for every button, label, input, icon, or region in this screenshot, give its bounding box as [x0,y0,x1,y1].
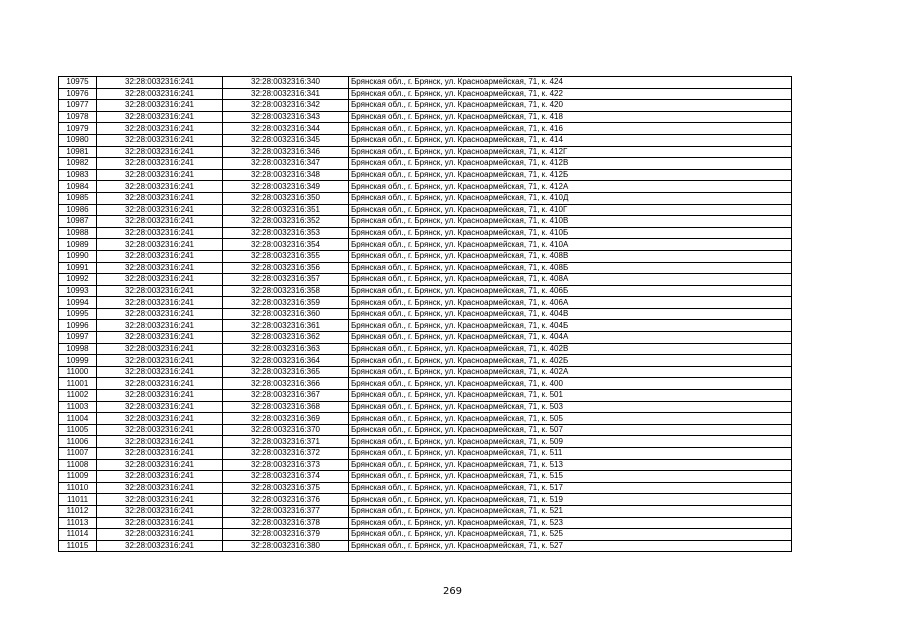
table-row [59,262,792,274]
table-row [59,123,792,135]
table-row [59,448,792,460]
cadastral-number: 32:28:0032316:367 [223,390,349,402]
row-number: 11001 [59,378,97,390]
cadastral-number: 32:28:0032316:380 [223,540,349,552]
parent-cadastral-number: 32:28:0032316:241 [97,517,223,529]
address: Брянская обл., г. Брянск, ул. Красноармейская, 71, к. 406Б [349,285,792,297]
cadastral-number: 32:28:0032316:345 [223,134,349,146]
row-number: 11010 [59,482,97,494]
table-row [59,239,792,251]
address: Брянская обл., г. Брянск, ул. Красноармейская, 71, к. 408А [349,274,792,286]
table-row [59,332,792,344]
cadastral-number: 32:28:0032316:368 [223,401,349,413]
row-number: 10978 [59,111,97,123]
row-number: 10987 [59,216,97,228]
address: Брянская обл., г. Брянск, ул. Красноармейская, 71, к. 410Б [349,227,792,239]
table-row [59,274,792,286]
row-number: 11011 [59,494,97,506]
row-number: 10983 [59,169,97,181]
table-row [59,355,792,367]
address: Брянская обл., г. Брянск, ул. Красноармейская, 71, к. 513 [349,459,792,471]
address: Брянская обл., г. Брянск, ул. Красноармейская, 71, к. 505 [349,413,792,425]
address: Брянская обл., г. Брянск, ул. Красноармейская, 71, к. 404А [349,332,792,344]
row-number: 10989 [59,239,97,251]
row-number: 11008 [59,459,97,471]
parent-cadastral-number: 32:28:0032316:241 [97,505,223,517]
page-number: 269 [442,586,463,597]
row-number: 10976 [59,88,97,100]
address: Брянская обл., г. Брянск, ул. Красноармейская, 71, к. 416 [349,123,792,135]
address: Брянская обл., г. Брянск, ул. Красноармейская, 71, к. 412Б [349,169,792,181]
cadastral-number: 32:28:0032316:343 [223,111,349,123]
address: Брянская обл., г. Брянск, ул. Красноармейская, 71, к. 507 [349,424,792,436]
table-row [59,146,792,158]
parent-cadastral-number: 32:28:0032316:241 [97,320,223,332]
address: Брянская обл., г. Брянск, ул. Красноармейская, 71, к. 422 [349,88,792,100]
parent-cadastral-number: 32:28:0032316:241 [97,227,223,239]
row-number: 10985 [59,192,97,204]
address: Брянская обл., г. Брянск, ул. Красноармейская, 71, к. 519 [349,494,792,506]
cadastral-number: 32:28:0032316:363 [223,343,349,355]
cadastral-number: 32:28:0032316:364 [223,355,349,367]
row-number: 10999 [59,355,97,367]
parent-cadastral-number: 32:28:0032316:241 [97,448,223,460]
table-row [59,111,792,123]
cadastral-number: 32:28:0032316:371 [223,436,349,448]
parent-cadastral-number: 32:28:0032316:241 [97,459,223,471]
address: Брянская обл., г. Брянск, ул. Красноармейская, 71, к. 408В [349,250,792,262]
address: Брянская обл., г. Брянск, ул. Красноармейская, 71, к. 517 [349,482,792,494]
row-number: 10994 [59,297,97,309]
cadastral-number: 32:28:0032316:370 [223,424,349,436]
row-number: 11007 [59,448,97,460]
table-row [59,308,792,320]
table-row [59,297,792,309]
table-row [59,181,792,193]
cadastral-number: 32:28:0032316:352 [223,216,349,228]
table-row [59,540,792,552]
cadastral-table-body [59,77,792,552]
parent-cadastral-number: 32:28:0032316:241 [97,366,223,378]
parent-cadastral-number: 32:28:0032316:241 [97,134,223,146]
address: Брянская обл., г. Брянск, ул. Красноармейская, 71, к. 400 [349,378,792,390]
row-number: 11012 [59,505,97,517]
address: Брянская обл., г. Брянск, ул. Красноармейская, 71, к. 408Б [349,262,792,274]
table-row [59,343,792,355]
cadastral-number: 32:28:0032316:340 [223,77,349,89]
parent-cadastral-number: 32:28:0032316:241 [97,436,223,448]
address: Брянская обл., г. Брянск, ул. Красноармейская, 71, к. 410В [349,216,792,228]
parent-cadastral-number: 32:28:0032316:241 [97,308,223,320]
cadastral-number: 32:28:0032316:344 [223,123,349,135]
row-number: 11002 [59,390,97,402]
address: Брянская обл., г. Брянск, ул. Красноармейская, 71, к. 402А [349,366,792,378]
address: Брянская обл., г. Брянск, ул. Красноармейская, 71, к. 525 [349,529,792,541]
row-number: 11015 [59,540,97,552]
table-row [59,482,792,494]
table-row [59,494,792,506]
row-number: 10984 [59,181,97,193]
cadastral-number: 32:28:0032316:353 [223,227,349,239]
parent-cadastral-number: 32:28:0032316:241 [97,88,223,100]
table-row [59,471,792,483]
cadastral-number: 32:28:0032316:358 [223,285,349,297]
cadastral-number: 32:28:0032316:360 [223,308,349,320]
parent-cadastral-number: 32:28:0032316:241 [97,529,223,541]
row-number: 10992 [59,274,97,286]
row-number: 11014 [59,529,97,541]
address: Брянская обл., г. Брянск, ул. Красноармейская, 71, к. 410А [349,239,792,251]
row-number: 10997 [59,332,97,344]
cadastral-number: 32:28:0032316:350 [223,192,349,204]
cadastral-number: 32:28:0032316:354 [223,239,349,251]
address: Брянская обл., г. Брянск, ул. Красноармейская, 71, к. 414 [349,134,792,146]
table-row [59,390,792,402]
table-row [59,517,792,529]
address: Брянская обл., г. Брянск, ул. Красноармейская, 71, к. 509 [349,436,792,448]
table-row [59,204,792,216]
cadastral-number: 32:28:0032316:366 [223,378,349,390]
cadastral-number: 32:28:0032316:376 [223,494,349,506]
row-number: 10979 [59,123,97,135]
cadastral-number: 32:28:0032316:374 [223,471,349,483]
parent-cadastral-number: 32:28:0032316:241 [97,413,223,425]
table-row [59,320,792,332]
cadastral-table [58,76,792,552]
parent-cadastral-number: 32:28:0032316:241 [97,482,223,494]
cadastral-number: 32:28:0032316:341 [223,88,349,100]
parent-cadastral-number: 32:28:0032316:241 [97,123,223,135]
cadastral-number: 32:28:0032316:378 [223,517,349,529]
parent-cadastral-number: 32:28:0032316:241 [97,343,223,355]
parent-cadastral-number: 32:28:0032316:241 [97,100,223,112]
parent-cadastral-number: 32:28:0032316:241 [97,401,223,413]
address: Брянская обл., г. Брянск, ул. Красноармейская, 71, к. 523 [349,517,792,529]
parent-cadastral-number: 32:28:0032316:241 [97,262,223,274]
cadastral-number: 32:28:0032316:359 [223,297,349,309]
cadastral-number: 32:28:0032316:361 [223,320,349,332]
row-number: 11000 [59,366,97,378]
address: Брянская обл., г. Брянск, ул. Красноармейская, 71, к. 420 [349,100,792,112]
parent-cadastral-number: 32:28:0032316:241 [97,285,223,297]
table-row [59,134,792,146]
parent-cadastral-number: 32:28:0032316:241 [97,158,223,170]
table-row [59,436,792,448]
parent-cadastral-number: 32:28:0032316:241 [97,494,223,506]
cadastral-number: 32:28:0032316:357 [223,274,349,286]
cadastral-number: 32:28:0032316:379 [223,529,349,541]
row-number: 10991 [59,262,97,274]
row-number: 10982 [59,158,97,170]
table-row [59,505,792,517]
address: Брянская обл., г. Брянск, ул. Красноармейская, 71, к. 503 [349,401,792,413]
cadastral-number: 32:28:0032316:342 [223,100,349,112]
row-number: 10975 [59,77,97,89]
address: Брянская обл., г. Брянск, ул. Красноармейская, 71, к. 527 [349,540,792,552]
table-row [59,413,792,425]
address: Брянская обл., г. Брянск, ул. Красноармейская, 71, к. 515 [349,471,792,483]
parent-cadastral-number: 32:28:0032316:241 [97,378,223,390]
parent-cadastral-number: 32:28:0032316:241 [97,274,223,286]
parent-cadastral-number: 32:28:0032316:241 [97,204,223,216]
parent-cadastral-number: 32:28:0032316:241 [97,471,223,483]
table-row [59,169,792,181]
table-row [59,424,792,436]
table-row [59,216,792,228]
parent-cadastral-number: 32:28:0032316:241 [97,111,223,123]
row-number: 10990 [59,250,97,262]
parent-cadastral-number: 32:28:0032316:241 [97,192,223,204]
row-number: 10986 [59,204,97,216]
cadastral-number: 32:28:0032316:346 [223,146,349,158]
address: Брянская обл., г. Брянск, ул. Красноармейская, 71, к. 406А [349,297,792,309]
row-number: 11005 [59,424,97,436]
row-number: 11013 [59,517,97,529]
table-row [59,100,792,112]
row-number: 10981 [59,146,97,158]
row-number: 11004 [59,413,97,425]
table-row [59,378,792,390]
address: Брянская обл., г. Брянск, ул. Красноармейская, 71, к. 424 [349,77,792,89]
cadastral-number: 32:28:0032316:351 [223,204,349,216]
table-row [59,88,792,100]
address: Брянская обл., г. Брянск, ул. Красноармейская, 71, к. 404Б [349,320,792,332]
table-row [59,250,792,262]
row-number: 11006 [59,436,97,448]
row-number: 11009 [59,471,97,483]
row-number: 10988 [59,227,97,239]
row-number: 10998 [59,343,97,355]
parent-cadastral-number: 32:28:0032316:241 [97,77,223,89]
row-number: 10996 [59,320,97,332]
cadastral-number: 32:28:0032316:377 [223,505,349,517]
table-row [59,192,792,204]
parent-cadastral-number: 32:28:0032316:241 [97,332,223,344]
parent-cadastral-number: 32:28:0032316:241 [97,390,223,402]
cadastral-number: 32:28:0032316:365 [223,366,349,378]
address: Брянская обл., г. Брянск, ул. Красноармейская, 71, к. 521 [349,505,792,517]
parent-cadastral-number: 32:28:0032316:241 [97,239,223,251]
parent-cadastral-number: 32:28:0032316:241 [97,181,223,193]
parent-cadastral-number: 32:28:0032316:241 [97,424,223,436]
cadastral-number: 32:28:0032316:369 [223,413,349,425]
table-row [59,529,792,541]
cadastral-number: 32:28:0032316:356 [223,262,349,274]
parent-cadastral-number: 32:28:0032316:241 [97,355,223,367]
address: Брянская обл., г. Брянск, ул. Красноармейская, 71, к. 412Г [349,146,792,158]
address: Брянская обл., г. Брянск, ул. Красноармейская, 71, к. 412В [349,158,792,170]
parent-cadastral-number: 32:28:0032316:241 [97,169,223,181]
parent-cadastral-number: 32:28:0032316:241 [97,540,223,552]
table-row [59,227,792,239]
cadastral-number: 32:28:0032316:347 [223,158,349,170]
row-number: 10980 [59,134,97,146]
parent-cadastral-number: 32:28:0032316:241 [97,297,223,309]
row-number: 10995 [59,308,97,320]
cadastral-number: 32:28:0032316:355 [223,250,349,262]
table-row [59,158,792,170]
cadastral-number: 32:28:0032316:373 [223,459,349,471]
cadastral-number: 32:28:0032316:348 [223,169,349,181]
cadastral-number: 32:28:0032316:372 [223,448,349,460]
table-row [59,285,792,297]
address: Брянская обл., г. Брянск, ул. Красноармейская, 71, к. 418 [349,111,792,123]
cadastral-number: 32:28:0032316:349 [223,181,349,193]
parent-cadastral-number: 32:28:0032316:241 [97,146,223,158]
address: Брянская обл., г. Брянск, ул. Красноармейская, 71, к. 511 [349,448,792,460]
row-number: 10977 [59,100,97,112]
address: Брянская обл., г. Брянск, ул. Красноармейская, 71, к. 410Д [349,192,792,204]
table-row [59,77,792,89]
address: Брянская обл., г. Брянск, ул. Красноармейская, 71, к. 410Г [349,204,792,216]
address: Брянская обл., г. Брянск, ул. Красноармейская, 71, к. 501 [349,390,792,402]
address: Брянская обл., г. Брянск, ул. Красноармейская, 71, к. 402В [349,343,792,355]
address: Брянская обл., г. Брянск, ул. Красноармейская, 71, к. 402Б [349,355,792,367]
row-number: 10993 [59,285,97,297]
table-row [59,459,792,471]
table-row [59,401,792,413]
table-row [59,366,792,378]
cadastral-number: 32:28:0032316:375 [223,482,349,494]
address: Брянская обл., г. Брянск, ул. Красноармейская, 71, к. 404В [349,308,792,320]
row-number: 11003 [59,401,97,413]
address: Брянская обл., г. Брянск, ул. Красноармейская, 71, к. 412А [349,181,792,193]
parent-cadastral-number: 32:28:0032316:241 [97,216,223,228]
cadastral-number: 32:28:0032316:362 [223,332,349,344]
parent-cadastral-number: 32:28:0032316:241 [97,250,223,262]
